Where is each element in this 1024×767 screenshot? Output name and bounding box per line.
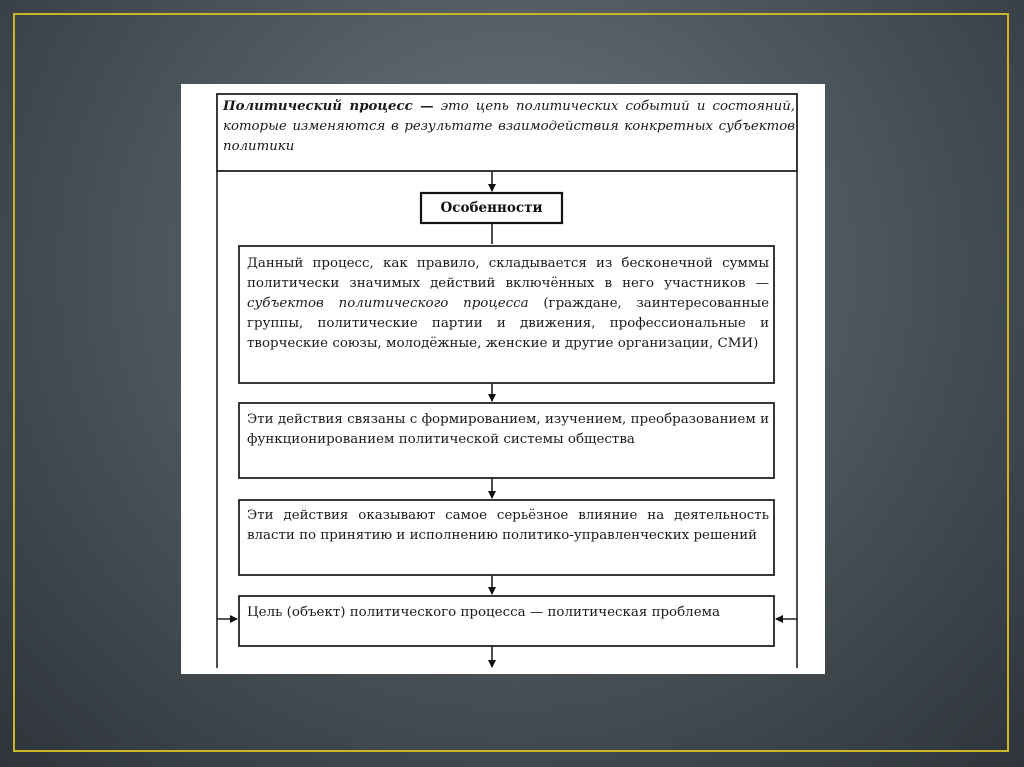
definition-term: Политический процесс — [223,99,434,114]
block4-text: Цель (объект) политического процесса — политическая проблема [247,605,721,620]
block1-italic: субъектов политического процесса [247,296,529,311]
features-label: Особенности [440,200,543,216]
flowchart-lines [181,84,825,674]
block1-text-after: (граждане, заинтересованные группы, политические партии и движения, профессиональные и творческие союзы, молодёжные, женские и другие организации, СМИ) [247,296,769,351]
block1-text-before: Данный процесс, как правило, складывается из бесконечной суммы политически значимых действий включённых в него участников — [247,256,769,291]
diagram-image [181,84,825,674]
block3-text: Эти действия оказывают самое серьёзное влияние на деятельность власти по принятию и исполнению политико-управленческих решений [247,508,769,543]
block1-text [247,254,769,354]
definition-text [223,97,795,157]
block2-text: Эти действия связаны с формированием, изучением, преобразованием и функционированием политической системы общества [247,412,769,447]
definition-body: это цепь политических событий и состояний, которые изменяются в результате взаимодействия конкретных субъектов политики [223,99,795,154]
